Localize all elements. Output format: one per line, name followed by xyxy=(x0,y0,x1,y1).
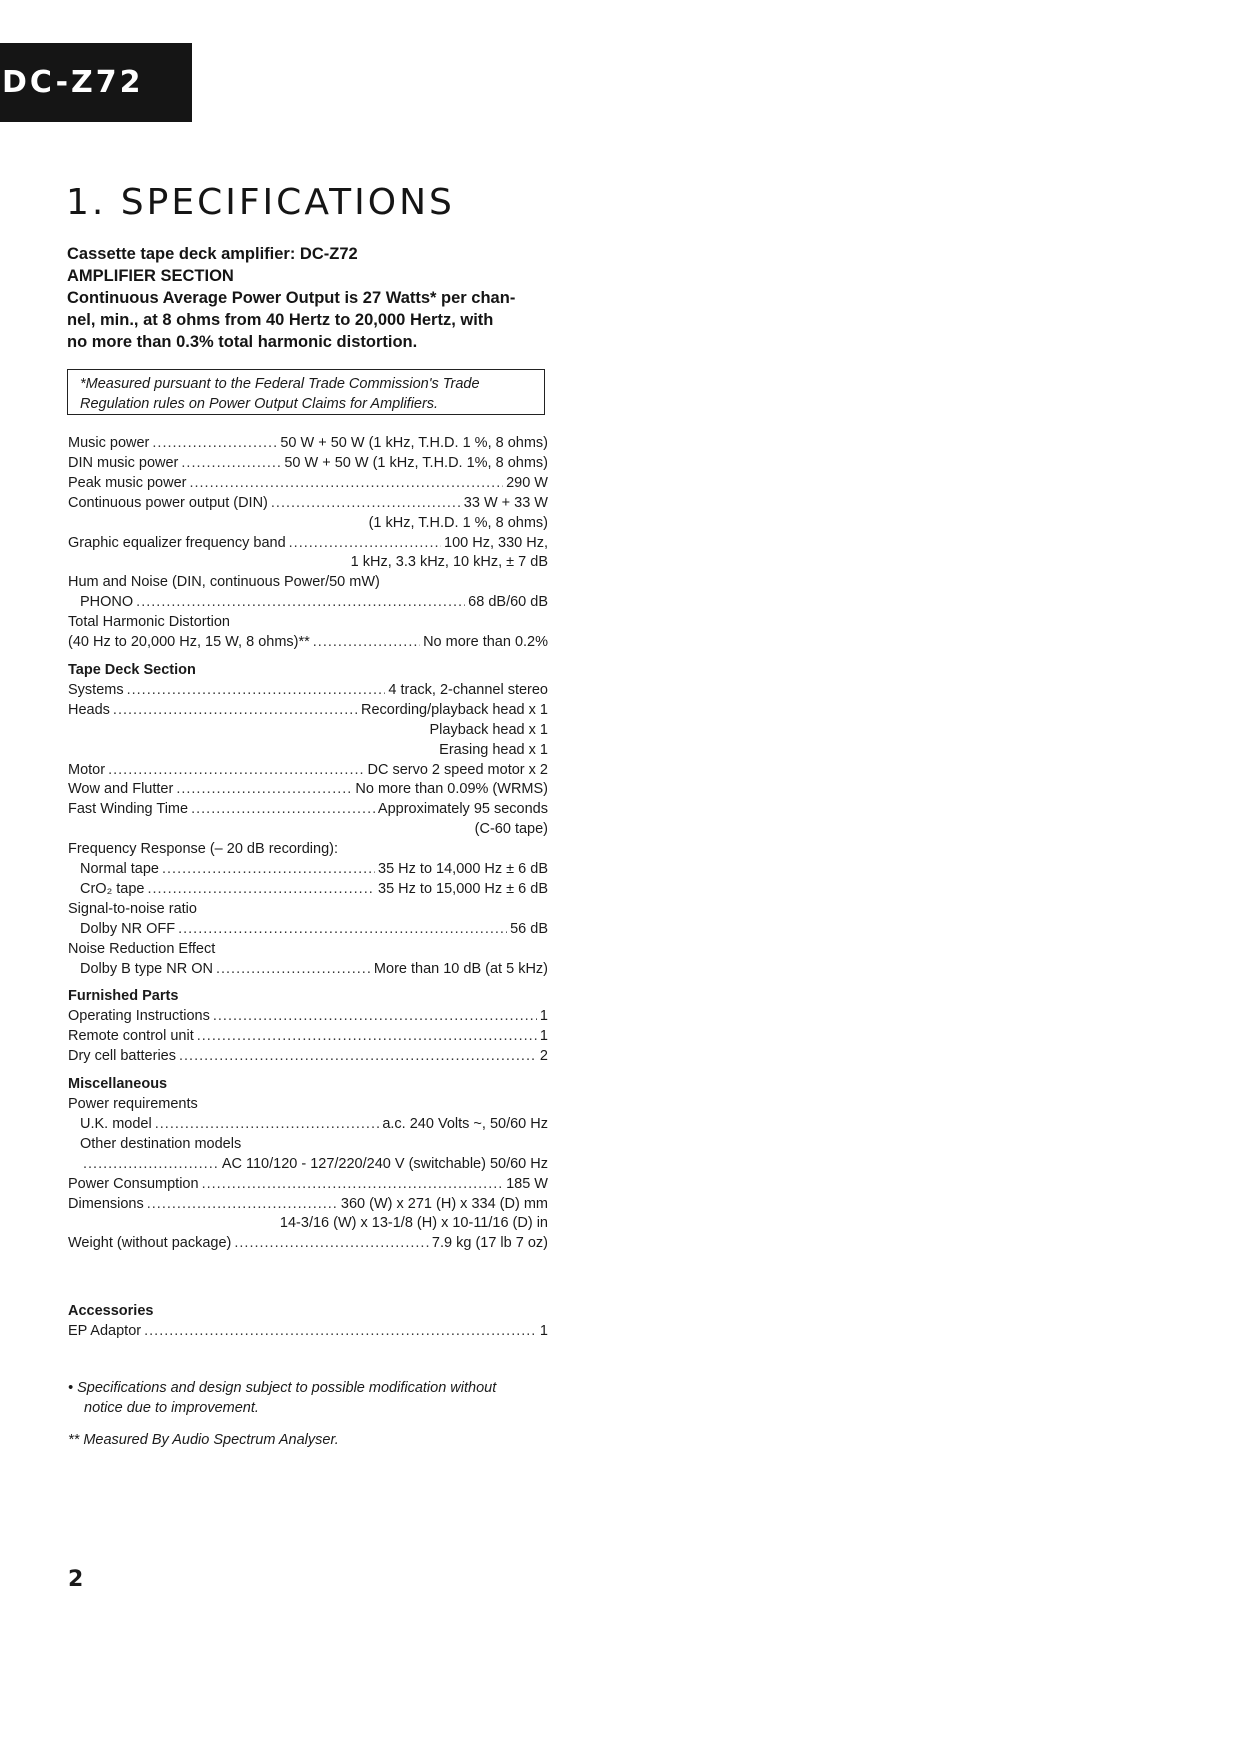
spec-row-continuous-power xyxy=(68,494,548,514)
spec-label: Dry cell batteries xyxy=(68,1048,176,1065)
spec-label: Remote control unit xyxy=(68,1028,194,1045)
spec-value: 56 dB xyxy=(510,920,548,937)
footnotes xyxy=(68,1378,548,1462)
spec-label: Music power xyxy=(68,435,150,451)
model-tab: DC-Z72 xyxy=(0,43,192,122)
spec-label-snr: Signal-to-noise ratio xyxy=(68,900,197,917)
spec-row-normal-tape xyxy=(68,860,548,880)
notice-line: Regulation rules on Power Output Claims for Amplifiers. xyxy=(80,396,439,412)
spec-label: Wow and Flutter xyxy=(68,781,174,798)
leader-dots xyxy=(127,681,386,701)
spec-value: a.c. 240 Volts ~, 50/60 Hz xyxy=(382,1115,548,1132)
spec-row-thd xyxy=(68,633,548,653)
leader-dots xyxy=(147,1195,338,1215)
spec-row-din-music-power xyxy=(68,454,548,474)
spec-value: More than 10 dB (at 5 kHz) xyxy=(373,960,548,977)
spec-label: DIN music power xyxy=(68,454,179,471)
spec-label: Motor xyxy=(68,761,106,778)
leader-dots xyxy=(178,920,507,940)
spec-row-remote-control xyxy=(68,1027,548,1047)
intro-line: AMPLIFIER SECTION xyxy=(67,267,234,285)
leader-dots xyxy=(176,780,352,800)
section-heading-furnished-parts: Furnished Parts xyxy=(68,988,179,1005)
spec-row-music-power xyxy=(68,434,548,454)
footnote-line: • Specifications and design subject to possible modification without xyxy=(68,1380,497,1396)
spec-row-dimensions xyxy=(68,1195,548,1215)
spec-row-motor xyxy=(68,761,548,781)
spec-value: 1 xyxy=(539,1323,548,1340)
spec-label: Fast Winding Time xyxy=(68,801,189,818)
spec-value: Approximately 95 seconds xyxy=(377,801,548,818)
spec-row-weight xyxy=(68,1234,548,1254)
spec-value: 35 Hz to 14,000 Hz ± 6 dB xyxy=(378,861,548,878)
leader-dots xyxy=(271,494,461,514)
spec-label: CrO₂ tape xyxy=(80,880,145,897)
spec-label: Dimensions xyxy=(68,1195,144,1212)
spec-value: 1 xyxy=(539,1008,548,1025)
intro-line: nel, min., at 8 ohms from 40 Hertz to 20,000 Hertz, with xyxy=(67,311,494,329)
spec-label: Operating Instructions xyxy=(68,1008,210,1025)
spec-value: 50 W + 50 W (1 kHz, T.H.D. 1 %, 8 ohms) xyxy=(280,435,548,451)
spec-value: Recording/playback head x 1 xyxy=(360,701,548,718)
spec-row-peak-music-power xyxy=(68,474,548,494)
intro-block xyxy=(67,243,547,353)
spec-value: 35 Hz to 15,000 Hz ± 6 dB xyxy=(378,880,548,897)
spec-value: AC 110/120 - 127/220/240 V (switchable) 50/60 Hz xyxy=(221,1155,548,1172)
intro-line: Cassette tape deck amplifier: DC-Z72 xyxy=(67,245,358,263)
spec-row-heads xyxy=(68,701,548,721)
spec-row-other-models-value xyxy=(68,1155,548,1175)
leader-dots xyxy=(234,1234,429,1254)
spec-value: 2 xyxy=(539,1048,548,1065)
spec-label: Normal tape xyxy=(80,861,159,878)
section-heading-accessories: Accessories xyxy=(68,1303,154,1320)
spec-label: Peak music power xyxy=(68,474,187,491)
leader-dots xyxy=(136,593,465,613)
spec-continuation: (1 kHz, T.H.D. 1 %, 8 ohms) xyxy=(368,514,548,531)
spec-label: PHONO xyxy=(80,594,134,611)
leader-dots xyxy=(155,1115,380,1135)
spec-row-fast-winding xyxy=(68,800,548,820)
spec-label: Continuous power output (DIN) xyxy=(68,494,268,511)
leader-dots xyxy=(202,1175,504,1195)
spec-label-thd: Total Harmonic Distortion xyxy=(68,614,230,631)
ftc-notice-box xyxy=(67,369,545,415)
footnote-modification xyxy=(68,1378,548,1418)
spec-row-systems xyxy=(68,681,548,701)
spec-continuation: Playback head x 1 xyxy=(429,721,548,738)
spec-label-other-models: Other destination models xyxy=(80,1135,242,1152)
page-title: 1. SPECIFICATIONS xyxy=(66,182,455,223)
leader-dots xyxy=(191,800,375,820)
leader-dots xyxy=(197,1027,537,1047)
leader-dots xyxy=(289,534,441,554)
spec-label: U.K. model xyxy=(80,1115,152,1132)
leader-dots xyxy=(181,454,281,474)
spec-label-hum-noise: Hum and Noise (DIN, continuous Power/50 mW) xyxy=(68,574,380,591)
spec-value: DC servo 2 speed motor x 2 xyxy=(367,761,548,778)
spec-label: Dolby NR OFF xyxy=(80,920,176,937)
footnote-analyser: ** Measured By Audio Spectrum Analyser. xyxy=(68,1432,339,1448)
leader-dots xyxy=(213,1007,537,1027)
leader-dots xyxy=(189,474,503,494)
spec-label-power-requirements: Power requirements xyxy=(68,1096,198,1112)
spec-label: Power Consumption xyxy=(68,1175,199,1192)
spec-row-dolby-off xyxy=(68,920,548,940)
notice-line: *Measured pursuant to the Federal Trade Commission's Trade xyxy=(80,376,480,392)
leader-dots xyxy=(108,761,364,781)
spec-continuation: 1 kHz, 3.3 kHz, 10 kHz, ± 7 dB xyxy=(350,554,548,571)
leader-dots xyxy=(83,1155,219,1175)
spec-value: 290 W xyxy=(506,474,548,491)
leader-dots xyxy=(144,1322,537,1342)
section-heading-tape-deck: Tape Deck Section xyxy=(68,661,196,678)
spec-row-uk-model xyxy=(68,1115,548,1135)
spec-value: 100 Hz, 330 Hz, xyxy=(444,534,548,551)
leader-dots xyxy=(313,633,420,653)
spec-value: 33 W + 33 W xyxy=(463,494,548,511)
spec-row-dolby-b xyxy=(68,960,548,980)
spec-value: 4 track, 2-channel stereo xyxy=(388,681,548,698)
footnote-line: notice due to improvement. xyxy=(84,1400,259,1416)
spec-label: Heads xyxy=(68,701,110,718)
spec-row-wow-flutter xyxy=(68,780,548,800)
spec-row-power-consumption xyxy=(68,1175,548,1195)
intro-line: Continuous Average Power Output is 27 Watts* per chan- xyxy=(67,289,516,307)
spec-label: (40 Hz to 20,000 Hz, 15 W, 8 ohms)** xyxy=(68,634,310,651)
section-heading-miscellaneous: Miscellaneous xyxy=(68,1076,168,1093)
intro-line: no more than 0.3% total harmonic distortion. xyxy=(67,333,418,351)
spec-row-operating-instructions xyxy=(68,1007,548,1027)
leader-dots xyxy=(162,860,375,880)
spec-value: 68 dB/60 dB xyxy=(468,594,548,611)
spec-row-batteries xyxy=(68,1047,548,1067)
spec-label: Weight (without package) xyxy=(68,1235,232,1252)
spec-value: 1 xyxy=(539,1028,548,1045)
leader-dots xyxy=(147,880,375,900)
spec-label: Graphic equalizer frequency band xyxy=(68,534,286,551)
page-number: 2 xyxy=(68,1567,84,1592)
spec-value: No more than 0.2% xyxy=(423,634,548,651)
spec-label-nr-effect: Noise Reduction Effect xyxy=(68,940,216,957)
leader-dots xyxy=(179,1047,537,1067)
spec-value: 185 W xyxy=(506,1175,548,1192)
spec-row-cro2-tape xyxy=(68,880,548,900)
spec-continuation: Erasing head x 1 xyxy=(439,741,548,758)
spec-label: Systems xyxy=(68,681,124,698)
spec-value: 7.9 kg (17 lb 7 oz) xyxy=(431,1235,548,1252)
spec-value: 360 (W) x 271 (H) x 334 (D) mm xyxy=(340,1195,548,1212)
spec-label-frequency-response: Frequency Response (– 20 dB recording): xyxy=(68,841,339,858)
spec-row-eq-band xyxy=(68,534,548,554)
leader-dots xyxy=(216,960,371,980)
spec-label: Dolby B type NR ON xyxy=(80,960,213,977)
spec-continuation: 14-3/16 (W) x 13-1/8 (H) x 10-11/16 (D) in xyxy=(279,1215,548,1232)
spec-value: No more than 0.09% (WRMS) xyxy=(355,781,548,798)
leader-dots xyxy=(152,434,277,454)
leader-dots xyxy=(113,701,358,721)
spec-value: 50 W + 50 W (1 kHz, T.H.D. 1%, 8 ohms) xyxy=(284,454,548,471)
spec-row-ep-adaptor xyxy=(68,1322,548,1342)
spec-row-phono xyxy=(68,593,548,613)
spec-continuation: (C-60 tape) xyxy=(474,821,548,838)
spec-label: EP Adaptor xyxy=(68,1323,142,1340)
spec-list xyxy=(68,434,548,1342)
